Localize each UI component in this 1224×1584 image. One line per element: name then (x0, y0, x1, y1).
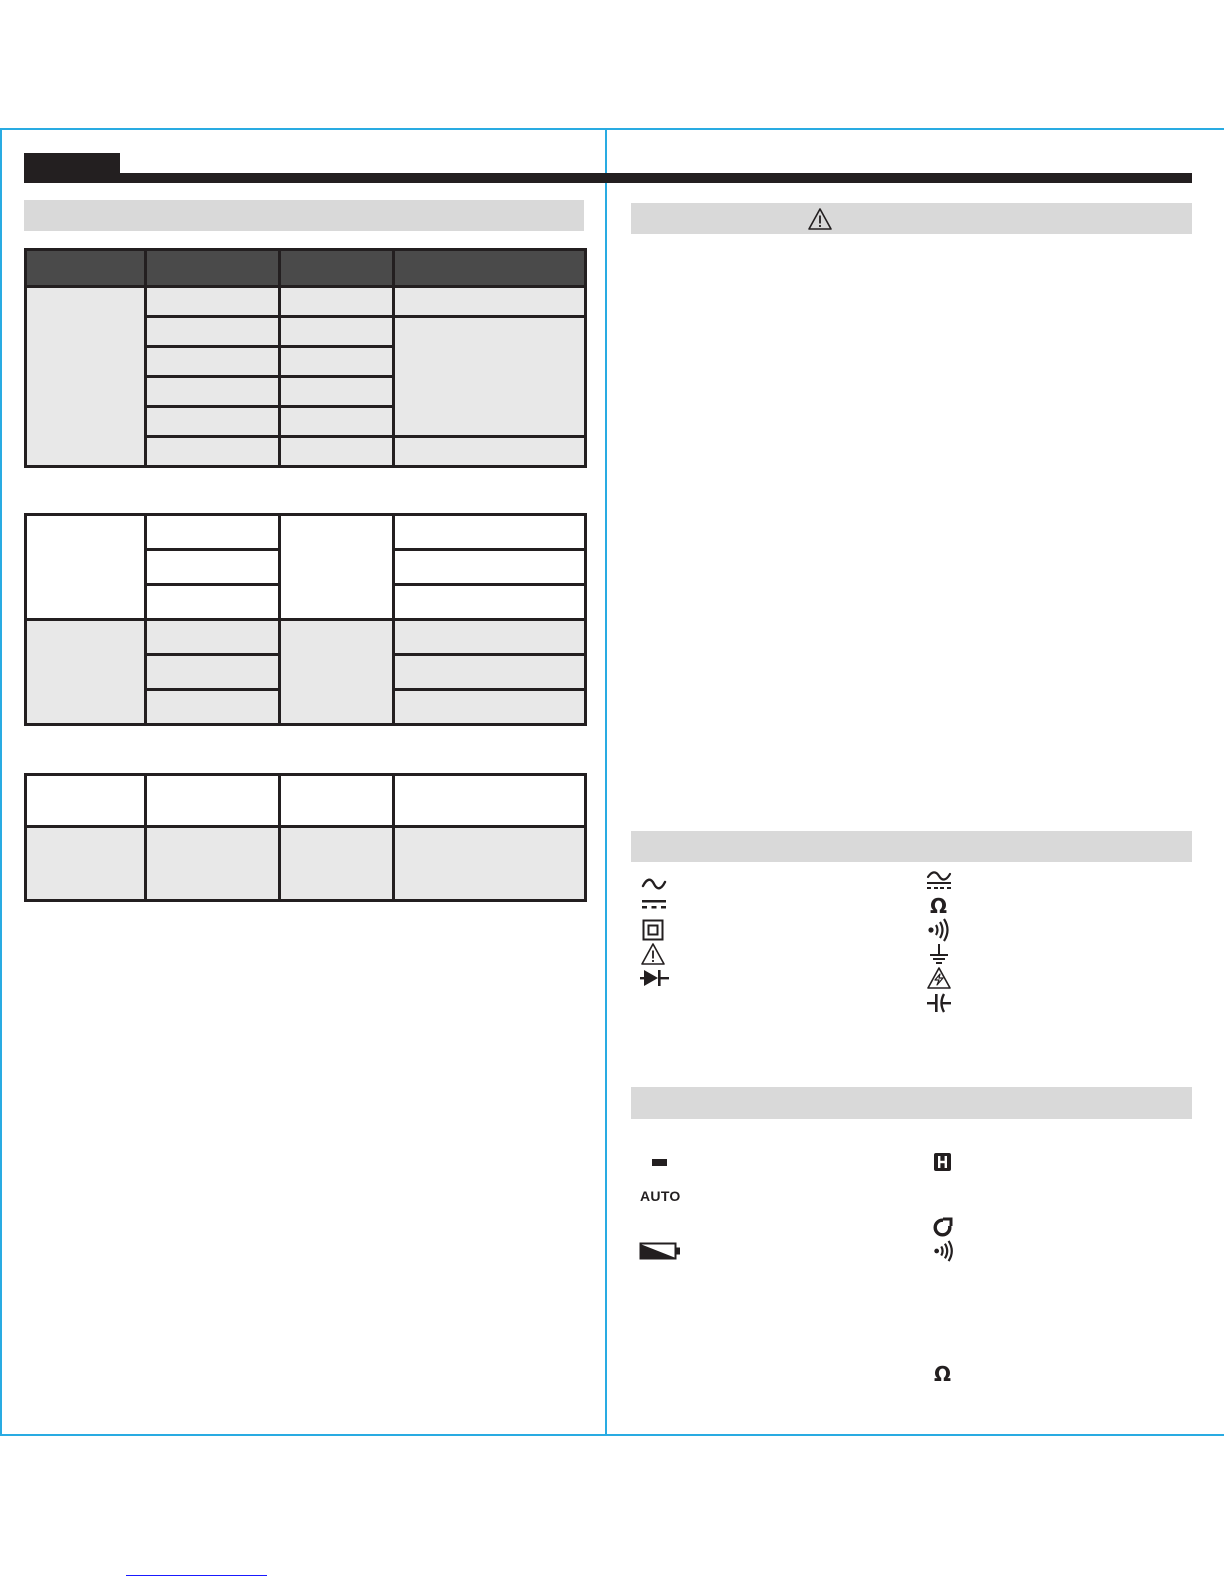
table-cell (26, 827, 146, 901)
table-cell (146, 407, 280, 437)
table-cell (394, 655, 586, 690)
high-voltage-icon (926, 966, 952, 990)
warning-triangle-icon (640, 942, 666, 966)
symbols-section-bar (631, 831, 1192, 862)
ohm-unit-icon: Ω (934, 1362, 952, 1386)
ac-tilde-icon (641, 876, 667, 892)
table-cell (394, 775, 586, 827)
table-cell (280, 775, 394, 827)
auto-power-off-icon (932, 1217, 953, 1238)
table-cell (280, 377, 394, 407)
table-cell (26, 287, 146, 467)
table-cell (280, 317, 394, 347)
table-cell (280, 515, 394, 620)
table-cell (280, 437, 394, 467)
table-cell (26, 515, 146, 620)
table-header-cell (146, 250, 280, 287)
header-rule (24, 173, 1192, 183)
ground-icon (928, 943, 950, 965)
table-cell (394, 827, 586, 901)
dc-icon (641, 898, 667, 912)
table-cell (146, 655, 280, 690)
table-cell (146, 775, 280, 827)
capacitor-icon (927, 992, 951, 1014)
table-cell (394, 585, 586, 620)
table-cell (394, 287, 586, 317)
battery-low-icon (639, 1242, 681, 1260)
table-cell (146, 620, 280, 655)
warning-triangle-icon (807, 207, 833, 231)
frame-top-border (0, 128, 1224, 130)
table-cell (280, 407, 394, 437)
table-cell (280, 287, 394, 317)
table-cell (146, 515, 280, 550)
spec-table-1 (24, 248, 587, 468)
table-cell (280, 620, 394, 725)
table-cell (394, 550, 586, 585)
table-cell (146, 827, 280, 901)
table-cell (280, 827, 394, 901)
table-cell (146, 377, 280, 407)
table-header-cell (26, 250, 146, 287)
ac-dc-icon (926, 870, 952, 892)
spec-table-3 (24, 773, 587, 902)
table-cell (280, 347, 394, 377)
table-cell (394, 437, 586, 467)
display-section-bar (631, 1087, 1192, 1119)
frame-left-border (0, 128, 2, 1436)
continuity-icon (933, 1240, 955, 1262)
warning-section-bar (631, 203, 1192, 234)
table-cell (26, 775, 146, 827)
diode-icon (640, 968, 670, 988)
table-cell (146, 550, 280, 585)
continuity-icon (927, 918, 951, 942)
table-cell (394, 690, 586, 725)
table-cell (146, 690, 280, 725)
left-section-heading-bar (24, 200, 584, 231)
footer-link-underline[interactable] (126, 1575, 267, 1576)
hold-icon (934, 1153, 951, 1171)
ohm-icon: Ω (930, 894, 948, 918)
spec-table-2 (24, 513, 587, 726)
frame-center-divider (605, 128, 607, 1436)
frame-bottom-border (0, 1434, 1224, 1436)
double-insulation-icon (642, 919, 664, 941)
table-cell (394, 515, 586, 550)
table-header-cell (280, 250, 394, 287)
table-cell (146, 585, 280, 620)
table-header-cell (394, 250, 586, 287)
table-cell (146, 317, 280, 347)
minus-icon (652, 1159, 667, 1166)
table-cell (146, 347, 280, 377)
table-cell (146, 437, 280, 467)
table-cell (394, 317, 586, 437)
auto-range-indicator: AUTO (640, 1188, 681, 1204)
table-cell (26, 620, 146, 725)
table-cell (394, 620, 586, 655)
table-cell (146, 287, 280, 317)
